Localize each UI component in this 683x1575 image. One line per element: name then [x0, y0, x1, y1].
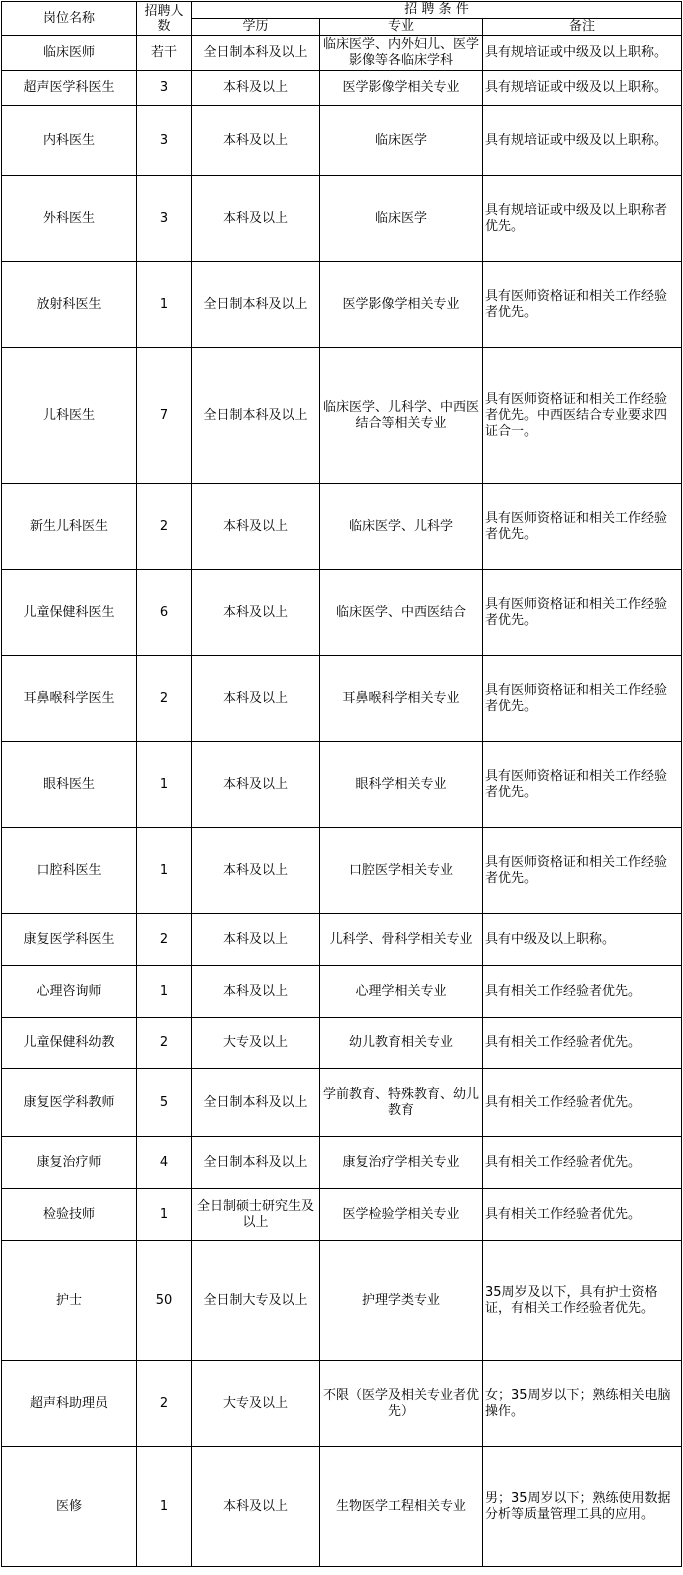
cell-remark: 具有医师资格证和相关工作经验者优先。: [483, 656, 682, 742]
cell-position: 护士: [2, 1241, 137, 1361]
cell-count: 1: [137, 828, 192, 914]
cell-position: 外科医生: [2, 176, 137, 262]
cell-education: 全日制本科及以上: [192, 262, 320, 348]
cell-major: 康复治疗学相关专业: [320, 1137, 483, 1189]
cell-education: 全日制本科及以上: [192, 36, 320, 71]
cell-major: 口腔医学相关专业: [320, 828, 483, 914]
cell-count: 3: [137, 176, 192, 262]
cell-position: 超声医学科医生: [2, 71, 137, 106]
cell-education: 本科及以上: [192, 71, 320, 106]
cell-education: 本科及以上: [192, 176, 320, 262]
cell-count: 2: [137, 1361, 192, 1447]
cell-count: 3: [137, 106, 192, 176]
table-row: [2, 106, 682, 176]
cell-major: 耳鼻喉科学相关专业: [320, 656, 483, 742]
cell-remark: 具有规培证或中级及以上职称。: [483, 71, 682, 106]
table-row: [2, 656, 682, 742]
cell-education: 全日制本科及以上: [192, 1137, 320, 1189]
cell-position: 儿童保健科医生: [2, 570, 137, 656]
cell-remark: 具有医师资格证和相关工作经验者优先。: [483, 570, 682, 656]
cell-position: 医修: [2, 1447, 137, 1567]
cell-position: 新生儿科医生: [2, 484, 137, 570]
header-major: 专业: [320, 19, 483, 36]
cell-education: 全日制硕士研究生及以上: [192, 1189, 320, 1241]
cell-position: 放射科医生: [2, 262, 137, 348]
cell-remark: 具有医师资格证和相关工作经验者优先。: [483, 828, 682, 914]
table-body: [2, 36, 682, 1567]
table-row: [2, 484, 682, 570]
cell-count: 1: [137, 742, 192, 828]
cell-major: 医学影像学相关专业: [320, 262, 483, 348]
cell-remark: 35周岁及以下，具有护士资格证，有相关工作经验者优先。: [483, 1241, 682, 1361]
cell-count: 2: [137, 484, 192, 570]
cell-position: 耳鼻喉科学医生: [2, 656, 137, 742]
cell-remark: 具有医师资格证和相关工作经验者优先。: [483, 484, 682, 570]
cell-count: 2: [137, 914, 192, 966]
cell-remark: 具有相关工作经验者优先。: [483, 1189, 682, 1241]
cell-remark: 具有医师资格证和相关工作经验者优先。中西医结合专业要求四证合一。: [483, 348, 682, 484]
cell-major: 临床医学、儿科学、中西医结合等相关专业: [320, 348, 483, 484]
cell-count: 若干: [137, 36, 192, 71]
cell-remark: 具有相关工作经验者优先。: [483, 1069, 682, 1137]
cell-education: 大专及以上: [192, 1361, 320, 1447]
cell-position: 康复医学科教师: [2, 1069, 137, 1137]
header-conditions: 招 聘 条 件: [192, 2, 682, 19]
cell-count: 2: [137, 1018, 192, 1069]
cell-position: 内科医生: [2, 106, 137, 176]
cell-major: 临床医学、中西医结合: [320, 570, 483, 656]
recruitment-table: [1, 1, 682, 1567]
cell-position: 康复医学科医生: [2, 914, 137, 966]
table-row: [2, 176, 682, 262]
cell-education: 本科及以上: [192, 742, 320, 828]
cell-education: 本科及以上: [192, 570, 320, 656]
cell-education: 本科及以上: [192, 1447, 320, 1567]
table-row: [2, 348, 682, 484]
cell-major: 临床医学: [320, 176, 483, 262]
table-row: [2, 1361, 682, 1447]
table-row: [2, 828, 682, 914]
cell-remark: 具有医师资格证和相关工作经验者优先。: [483, 262, 682, 348]
cell-major: 医学影像学相关专业: [320, 71, 483, 106]
table-row: [2, 1189, 682, 1241]
cell-position: 康复治疗师: [2, 1137, 137, 1189]
cell-education: 本科及以上: [192, 966, 320, 1018]
cell-position: 儿科医生: [2, 348, 137, 484]
cell-remark: 具有规培证或中级及以上职称。: [483, 106, 682, 176]
cell-position: 心理咨询师: [2, 966, 137, 1018]
cell-major: 儿科学、骨科学相关专业: [320, 914, 483, 966]
cell-remark: 具有医师资格证和相关工作经验者优先。: [483, 742, 682, 828]
table-row: [2, 1018, 682, 1069]
header-remark: 备注: [483, 19, 682, 36]
cell-count: 1: [137, 1189, 192, 1241]
table-row: [2, 742, 682, 828]
table-row: [2, 262, 682, 348]
cell-major: 心理学相关专业: [320, 966, 483, 1018]
cell-count: 2: [137, 656, 192, 742]
cell-education: 全日制本科及以上: [192, 348, 320, 484]
cell-remark: 具有相关工作经验者优先。: [483, 1137, 682, 1189]
cell-major: 学前教育、特殊教育、幼儿教育: [320, 1069, 483, 1137]
cell-count: 50: [137, 1241, 192, 1361]
cell-position: 临床医师: [2, 36, 137, 71]
cell-count: 5: [137, 1069, 192, 1137]
cell-position: 口腔科医生: [2, 828, 137, 914]
cell-major: 临床医学、儿科学: [320, 484, 483, 570]
cell-count: 1: [137, 966, 192, 1018]
cell-major: 临床医学、内外妇儿、医学影像等各临床学科: [320, 36, 483, 71]
cell-position: 检验技师: [2, 1189, 137, 1241]
cell-count: 6: [137, 570, 192, 656]
cell-remark: 具有相关工作经验者优先。: [483, 966, 682, 1018]
cell-count: 1: [137, 1447, 192, 1567]
table-row: [2, 71, 682, 106]
table-row: [2, 1241, 682, 1361]
table-row: [2, 1069, 682, 1137]
cell-education: 全日制大专及以上: [192, 1241, 320, 1361]
cell-major: 眼科学相关专业: [320, 742, 483, 828]
cell-education: 全日制本科及以上: [192, 1069, 320, 1137]
cell-major: 临床医学: [320, 106, 483, 176]
cell-count: 3: [137, 71, 192, 106]
cell-position: 眼科医生: [2, 742, 137, 828]
cell-count: 7: [137, 348, 192, 484]
cell-education: 本科及以上: [192, 914, 320, 966]
cell-major: 生物医学工程相关专业: [320, 1447, 483, 1567]
cell-count: 1: [137, 262, 192, 348]
cell-education: 本科及以上: [192, 484, 320, 570]
cell-remark: 具有规培证或中级及以上职称。: [483, 36, 682, 71]
cell-position: 超声科助理员: [2, 1361, 137, 1447]
cell-count: 4: [137, 1137, 192, 1189]
cell-position: 儿童保健科幼教: [2, 1018, 137, 1069]
cell-major: 护理学类专业: [320, 1241, 483, 1361]
cell-major: 医学检验学相关专业: [320, 1189, 483, 1241]
header-count: 招聘人数: [137, 2, 192, 36]
cell-education: 本科及以上: [192, 106, 320, 176]
table-row: [2, 914, 682, 966]
table-row: [2, 570, 682, 656]
cell-education: 大专及以上: [192, 1018, 320, 1069]
header-education: 学历: [192, 19, 320, 36]
table-row: [2, 1137, 682, 1189]
cell-remark: 女；35周岁以下；熟练相关电脑操作。: [483, 1361, 682, 1447]
header-position: 岗位名称: [2, 2, 137, 36]
table-row: [2, 1447, 682, 1567]
cell-remark: 具有中级及以上职称。: [483, 914, 682, 966]
cell-education: 本科及以上: [192, 828, 320, 914]
table-row: [2, 966, 682, 1018]
cell-education: 本科及以上: [192, 656, 320, 742]
cell-remark: 具有规培证或中级及以上职称者优先。: [483, 176, 682, 262]
table-row: [2, 36, 682, 71]
cell-remark: 具有相关工作经验者优先。: [483, 1018, 682, 1069]
cell-major: 幼儿教育相关专业: [320, 1018, 483, 1069]
cell-major: 不限（医学及相关专业者优先）: [320, 1361, 483, 1447]
cell-remark: 男；35周岁以下；熟练使用数据分析等质量管理工具的应用。: [483, 1447, 682, 1567]
